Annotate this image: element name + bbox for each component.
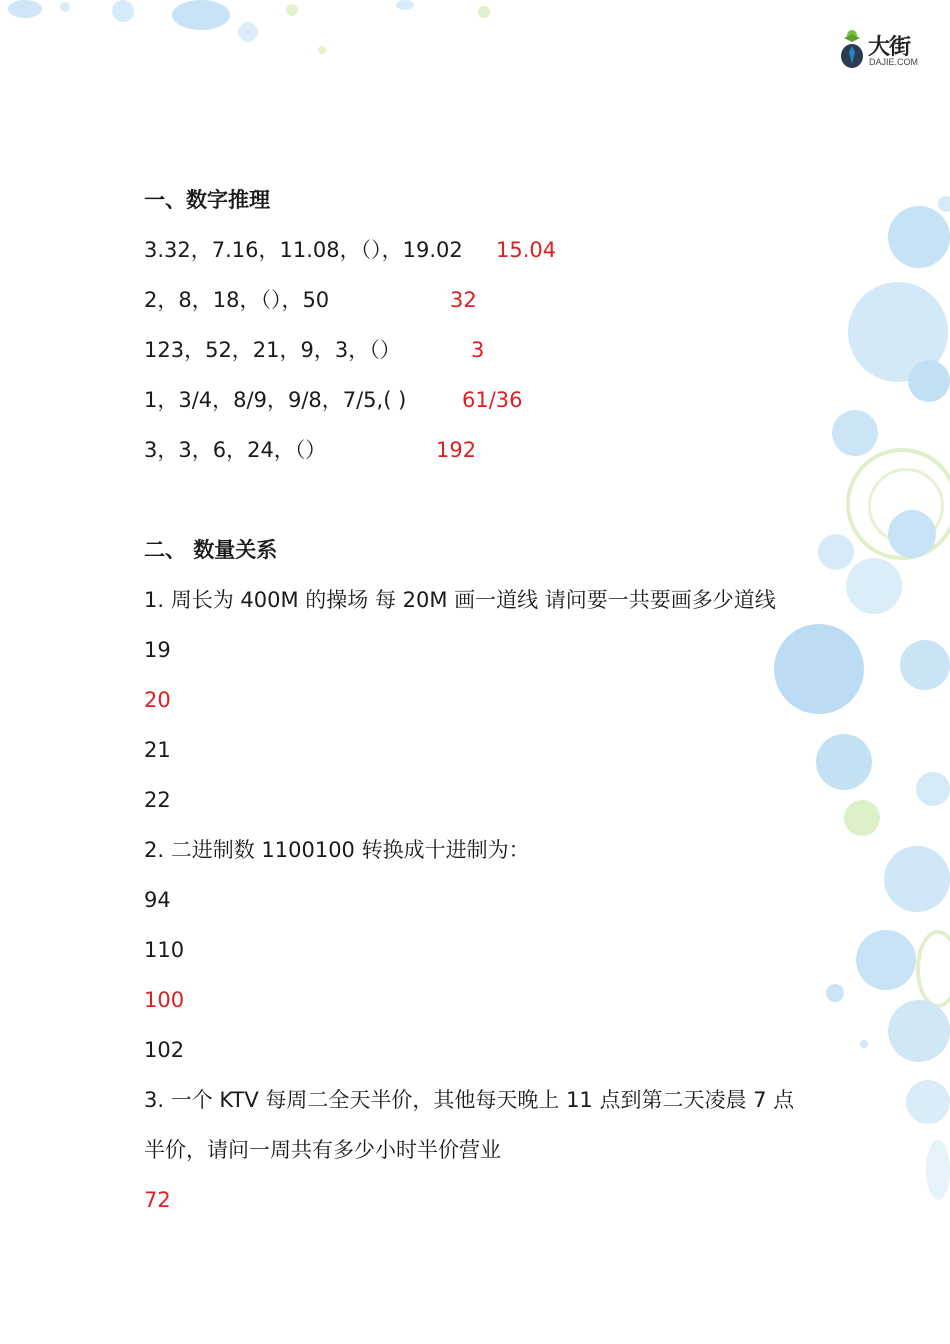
question-2-option: 110	[144, 938, 185, 962]
sequence-answer: 3	[471, 338, 485, 362]
number-sequence-item	[144, 430, 824, 480]
dajie-logo	[838, 28, 928, 72]
question-1-text: 1. 周长为 400M 的操场 每 20M 画一道线 请问要一共要画多少道线	[144, 588, 776, 612]
question-3-answer: 72	[144, 1188, 171, 1212]
number-sequence-item	[144, 380, 824, 430]
document-body	[144, 180, 824, 1230]
sequence-answer: 15.04	[496, 238, 557, 262]
dajie-logo-icon	[838, 28, 866, 70]
sequence-question: 1，3/4，8/9，9/8，7/5,( )	[144, 388, 407, 412]
logo-domain: DAJIE.COM	[869, 57, 919, 67]
question-1-option: 19	[144, 638, 171, 662]
question-1-option-correct: 20	[144, 688, 171, 712]
section-2-title: 二、 数量关系	[144, 538, 278, 562]
question-3-text-line-2: 半价，请问一周共有多少小时半价营业	[144, 1138, 501, 1162]
sequence-question: 2，8，18，（），50	[144, 288, 330, 312]
question-2-text: 2. 二进制数 1100100 转换成十进制为：	[144, 838, 530, 862]
number-sequence-item	[144, 230, 824, 280]
section-spacer	[144, 480, 824, 530]
number-sequence-item	[144, 280, 824, 330]
question-1-option: 22	[144, 788, 171, 812]
question-2-option-correct: 100	[144, 988, 185, 1012]
sequence-answer: 192	[436, 438, 477, 462]
sequence-answer: 61/36	[462, 388, 523, 412]
question-1-option: 21	[144, 738, 171, 762]
sequence-answer: 32	[450, 288, 477, 312]
number-sequence-item	[144, 330, 824, 380]
sequence-question: 3.32，7.16，11.08，（），19.02	[144, 238, 463, 262]
section-1-title: 一、数字推理	[144, 188, 270, 212]
question-2-option: 102	[144, 1038, 185, 1062]
logo-name: 大街	[868, 35, 911, 60]
sequence-question: 123，52，21，9，3，（）	[144, 338, 401, 362]
question-3-text-line-1: 3. 一个 KTV 每周二全天半价，其他每天晚上 11 点到第二天凌晨 7 点	[144, 1088, 795, 1112]
question-2-option: 94	[144, 888, 171, 912]
sequence-question: 3，3，6，24，（）	[144, 438, 327, 462]
